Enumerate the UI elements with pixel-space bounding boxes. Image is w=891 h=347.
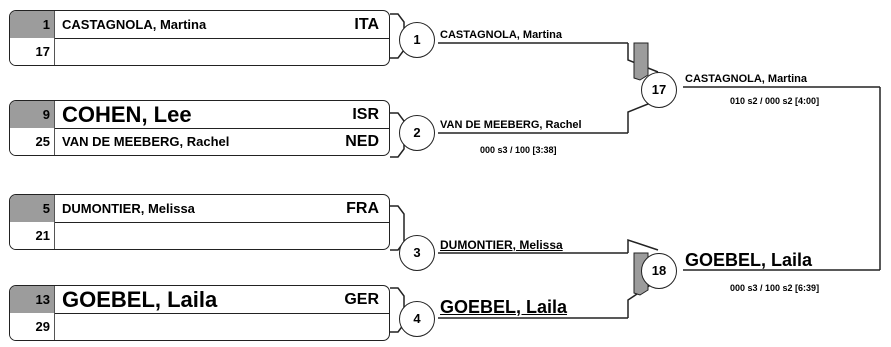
seed-number: 9 xyxy=(10,101,55,128)
entry-box xyxy=(9,285,390,341)
seed-number: 1 xyxy=(10,11,55,38)
bout-winner-name: VAN DE MEEBERG, Rachel xyxy=(440,119,582,131)
bout-winner-name: CASTAGNOLA, Martina xyxy=(685,73,808,85)
bout-winner-name: GOEBEL, Laila xyxy=(685,250,813,270)
bout-number-circle: 1 xyxy=(399,22,435,58)
seed-number: 29 xyxy=(10,313,55,340)
bout-number-circle: 18 xyxy=(641,253,677,289)
fencer-name: GOEBEL, Laila xyxy=(62,287,218,312)
bout-winner-name: DUMONTIER, Melissa xyxy=(440,238,563,252)
entry-box xyxy=(9,194,390,250)
bout-number-circle: 3 xyxy=(399,235,435,271)
seed-number: 13 xyxy=(10,286,55,313)
bout-number-circle: 17 xyxy=(641,72,677,108)
bout-winner-name: CASTAGNOLA, Martina xyxy=(440,29,563,41)
country-code: FRA xyxy=(346,200,379,217)
fencer-name: CASTAGNOLA, Martina xyxy=(62,17,207,32)
country-code: ISR xyxy=(352,106,379,123)
fencer-row[interactable] xyxy=(10,286,389,314)
entry-box xyxy=(9,100,390,156)
bout-score: 000 s3 / 100 [3:38] xyxy=(480,145,557,155)
entry-box xyxy=(9,10,390,66)
seed-number: 25 xyxy=(10,128,55,155)
fencer-row[interactable] xyxy=(10,222,389,249)
fencer-name: COHEN, Lee xyxy=(62,102,192,127)
fencer-row[interactable] xyxy=(10,195,389,223)
fencer-row[interactable] xyxy=(10,101,389,129)
bout-number-circle: 4 xyxy=(399,301,435,337)
fencer-row[interactable] xyxy=(10,128,389,155)
bout-score: 000 s3 / 100 s2 [6:39] xyxy=(730,283,820,293)
seed-number: 17 xyxy=(10,38,55,65)
country-code: ITA xyxy=(354,16,379,33)
fencer-name: DUMONTIER, Melissa xyxy=(62,201,195,216)
country-code: NED xyxy=(345,133,379,150)
fencer-row[interactable] xyxy=(10,11,389,39)
bout-score: 010 s2 / 000 s2 [4:00] xyxy=(730,96,820,106)
bout-winner-name: GOEBEL, Laila xyxy=(440,297,568,317)
fencer-row[interactable] xyxy=(10,313,389,340)
bout-number-circle: 2 xyxy=(399,115,435,151)
fencer-name: VAN DE MEEBERG, Rachel xyxy=(62,134,230,149)
seed-number: 5 xyxy=(10,195,55,222)
country-code: GER xyxy=(344,291,379,308)
seed-number: 21 xyxy=(10,222,55,249)
fencer-row[interactable] xyxy=(10,38,389,65)
